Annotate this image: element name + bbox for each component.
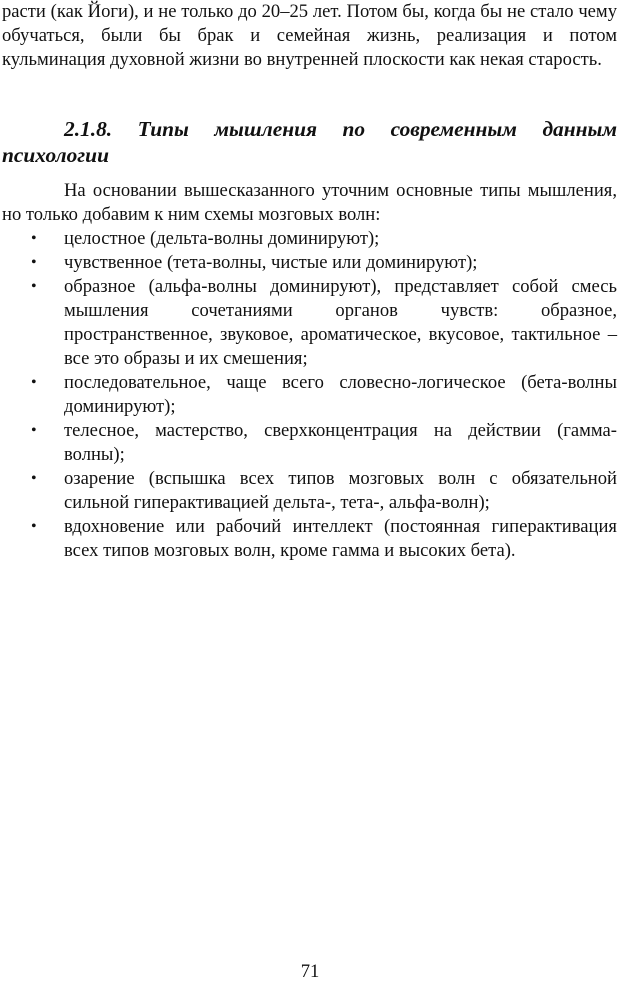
heading-word: по <box>342 117 366 141</box>
bullet-icon: • <box>31 374 37 391</box>
list-item <box>0 467 617 515</box>
list-item-text: образное (альфа-волны доминируют), представляет собой смесь мышления сочетаниями органов чувств: образное, пространственное, звуковое, ароматическое, вкусовое, тактильное – все это образы и их смешения; <box>64 276 617 369</box>
list-item-text: вдохновение или рабочий интеллект (постоянная гиперактивация всех типов мозговых волн, кроме гамма и высоких бета). <box>64 516 617 561</box>
list-item <box>0 419 617 467</box>
list-item-text: озарение (вспышка всех типов мозговых волн с обязательной сильной гиперактивацией дельта-, тета-, альфа-волн); <box>64 468 617 513</box>
thinking-types-list <box>0 227 617 563</box>
bullet-icon: • <box>31 422 37 439</box>
lead-text: На основании вышесказанного уточним основные типы мышления, но только добавим к ним схемы мозговых волн: <box>2 180 617 225</box>
heading-word: мышления <box>214 117 317 141</box>
heading-word: современным <box>390 117 517 141</box>
bullet-icon: • <box>31 518 37 535</box>
section-heading-line2: психологии <box>2 143 109 167</box>
section-heading-line1 <box>2 116 617 142</box>
bullet-icon: • <box>31 230 37 247</box>
intro-paragraph <box>2 0 617 72</box>
list-item <box>0 251 617 275</box>
bullet-icon: • <box>31 254 37 271</box>
bullet-icon: • <box>31 278 37 295</box>
list-item-text: чувственное (тета-волны, чистые или доминируют); <box>64 252 478 273</box>
lead-paragraph <box>2 179 617 227</box>
section-heading <box>2 116 617 168</box>
list-item <box>0 275 617 371</box>
list-item-text: последовательное, чаще всего словесно-логическое (бета-волны доминируют); <box>64 372 617 417</box>
page-number: 71 <box>300 961 320 982</box>
section-number: 2.1.8. <box>64 117 113 141</box>
list-item-text: целостное (дельта-волны доминируют); <box>64 228 380 249</box>
list-item-text: телесное, мастерство, сверхконцентрация на действии (гамма-волны); <box>64 420 617 465</box>
list-item <box>0 227 617 251</box>
heading-word: Типы <box>137 117 189 141</box>
list-item <box>0 371 617 419</box>
bullet-icon: • <box>31 470 37 487</box>
intro-text: расти (как Йоги), и не только до 20–25 лет. Потом бы, когда бы не стало чему обучаться, были бы брак и семейная жизнь, реализация и потом кульминация духовной жизни во внутренней плоскости как некая старость. <box>2 1 617 70</box>
list-item <box>0 515 617 563</box>
heading-word: данным <box>542 117 617 141</box>
